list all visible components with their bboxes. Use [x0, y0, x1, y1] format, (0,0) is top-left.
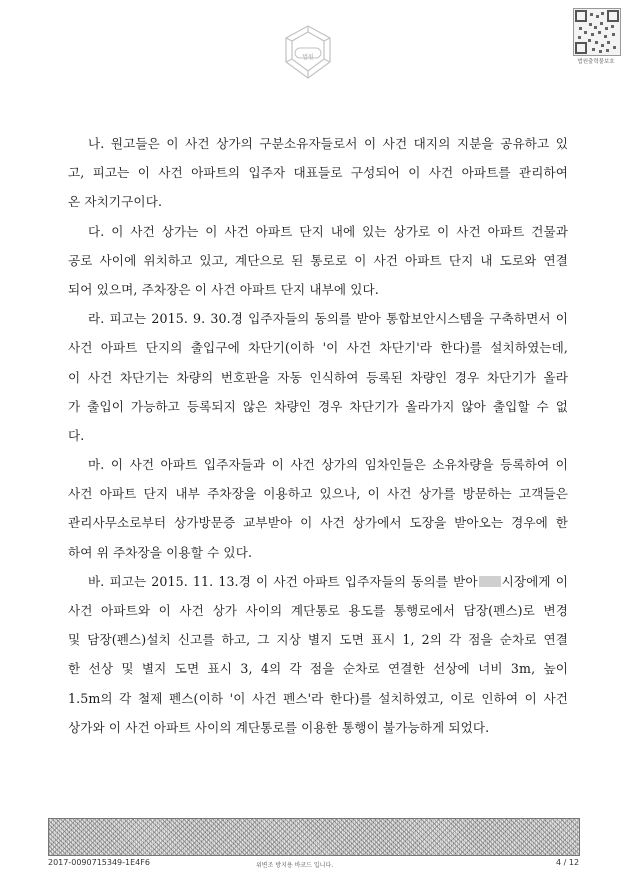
paragraph-ma-line-3: 관리사무소로부터 상가방문증 교부받아 이 사건 상가에서 도장을 받아오는 경우에 한 — [68, 515, 568, 531]
paragraph-ba-line-1-before: 바. 피고는 2015. 11. 13.경 이 사건 아파트 입주자들의 동의를 받아 — [88, 573, 478, 589]
paragraph-da-line-2: 공로 사이에 위치하고 있고, 계단으로 된 통로로 이 사건 아파트 단지 내 도로와 연결 — [68, 252, 568, 268]
paragraph-ba-line-2: 사건 아파트와 이 사건 상가 사이의 계단통로 용도를 통행로에서 담장(펜스)로 변경 — [68, 603, 568, 618]
paragraph-ba-line-1 — [68, 567, 568, 596]
barcode-notice: 위변조 방지용 바코드 입니다. — [256, 862, 334, 869]
paragraph-ba-line-4: 한 선상 및 별지 도면 표시 3, 4의 각 점을 순차로 연결한 선상에 너비 3m, 높이 — [68, 661, 568, 677]
qr-code-icon — [573, 8, 621, 56]
paragraph-na-line-1: 나. 원고들은 이 사건 상가의 구분소유자들로서 이 사건 대지의 지분을 공유하고 있 — [88, 136, 568, 151]
paragraph-da-line-3: 되어 있으며, 주차장은 이 사건 아파트 단지 내부에 있다. — [68, 281, 379, 297]
paragraph-ma-line-1: 마. 이 사건 아파트 입주자들과 이 사건 상가의 임차인들은 소유차량을 등록하여 이 — [88, 457, 568, 473]
paragraph-na-line-2: 고, 피고는 이 사건 아파트의 입주자 대표들로 구성되어 이 사건 아파트를 관리하여 — [68, 165, 568, 181]
document-id: 2017-0090715349-1E4F6 — [48, 858, 150, 867]
page-number: 4 / 12 — [556, 858, 580, 867]
paragraph-ra-line-1: 라. 피고는 2015. 9. 30.경 입주자들의 동의를 받아 통합보안시스템을 구축하면서 이 — [88, 311, 568, 327]
body-text — [68, 129, 568, 742]
paragraph-ba-line-6: 상가와 이 사건 아파트 사이의 계단통로를 이용한 통행이 불가능하게 되었다. — [68, 719, 490, 735]
qr-caption: 법원출력물보호 — [577, 59, 615, 65]
court-emblem-icon — [280, 22, 336, 82]
redaction-block — [479, 576, 501, 587]
paragraph-ra-line-2: 사건 아파트 단지의 출입구에 차단기(이하 '이 사건 차단기'라 한다)를 설치하였는데, — [68, 340, 568, 356]
paragraph-ra-line-4: 가 출입이 가능하고 등록되지 않은 차량인 경우 차단기가 올라가지 않아 출입할 수 없 — [68, 398, 568, 414]
paragraph-ra-line-5: 다. — [68, 427, 85, 443]
paragraph-ra-line-3: 이 사건 차단기는 차량의 번호판을 자동 인식하여 등록된 차량인 경우 차단기가 올라 — [68, 369, 568, 385]
paragraph-ba-line-1-after: 시장에게 이 — [501, 573, 569, 589]
paragraph-ma-line-4: 하여 위 주차장을 이용할 수 있다. — [68, 544, 253, 560]
paragraph-na-line-3: 온 자치기구이다. — [68, 194, 163, 210]
emblem-label: 법원 — [302, 54, 314, 61]
paragraph-ba-line-3: 및 담장(펜스)설치 신고를 하고, 그 지상 별지 도면 표시 1, 2의 각 점을 순차로 연결 — [68, 632, 568, 648]
paragraph-ma-line-2: 사건 아파트 단지 내부 주차장을 이용하고 있으나, 이 사건 상가를 방문하는 고객들은 — [68, 486, 568, 502]
paragraph-ba-line-5: 1.5m의 각 철제 펜스(이하 '이 사건 펜스'라 한다)를 설치하였고, 이로 인하여 이 사건 — [68, 690, 568, 706]
paragraph-da-line-1: 다. 이 사건 상가는 이 사건 아파트 단지 내에 있는 상가로 이 사건 아파트 건물과 — [88, 223, 568, 239]
anti-forgery-barcode — [48, 818, 580, 856]
